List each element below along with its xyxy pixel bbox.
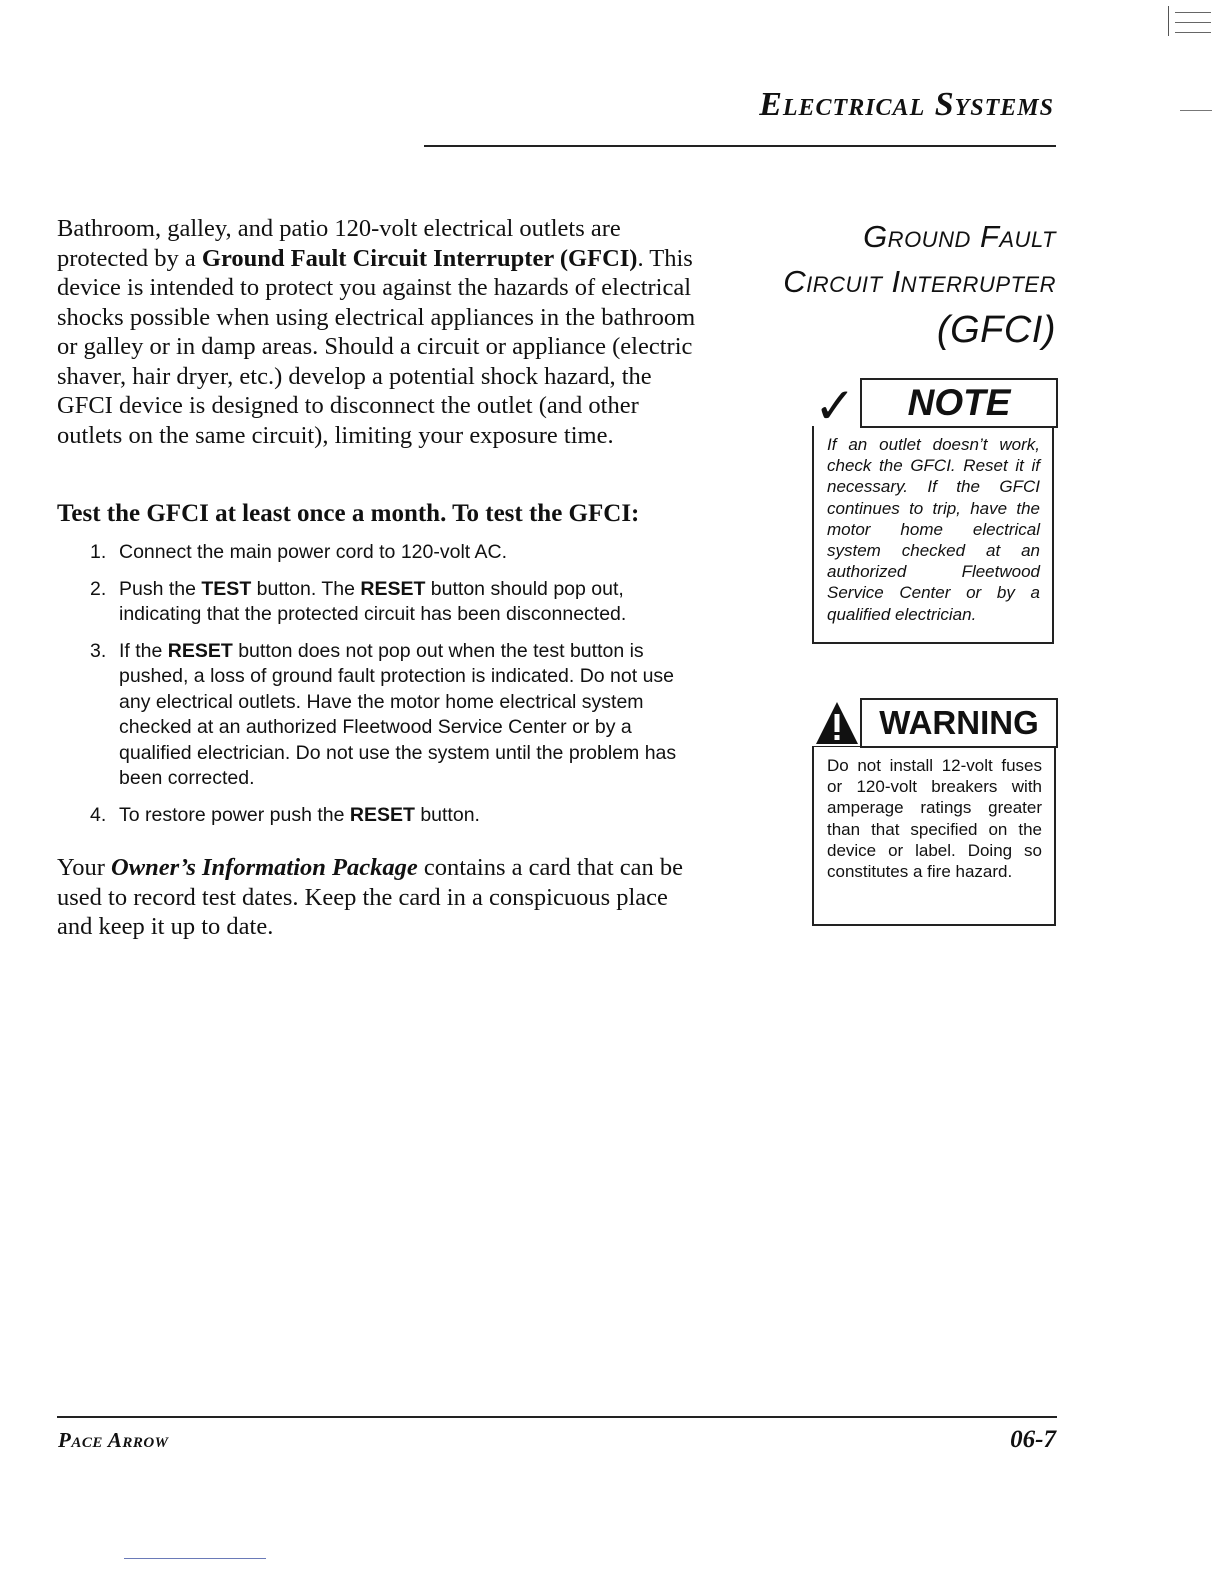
step-text: button. [414,803,480,826]
footer-product-name: Pace Arrow [58,1428,169,1452]
step-number: 2. [90,577,107,600]
page-number: 06-7 [1010,1426,1056,1453]
step-text: button does not pop out when the test button is pushed, a loss of ground fault protection is indicated. Do not use any electrical outlets. Have the motor home electrical system checked at an authorized Fleetwood Service Center or by a qualified electrician. Do not use the system until the problem has been corrected. [119,639,677,789]
section-title: Electrical Systems [759,86,1054,123]
header-rule [424,145,1056,147]
test-button-term: TEST [201,577,252,600]
step-text: To restore power push the [119,803,350,826]
intro-text-2: . This device is intended to protect you against the hazards of electrical shocks possible when using electrical appliances in the bathroom or galley or in damp areas. Should a circuit or appliance (electric shaver, hair dryer, etc.) develop a potential shock hazard, the GFCI device is designed to disconnect the outlet (and other outlets on the same circuit), limiting your exposure time. [57,244,696,449]
test-heading: Test the GFCI at least once a month. To test the GFCI: [57,500,640,527]
step-item [90,540,690,566]
reset-button-term: RESET [360,577,426,600]
outro-paragraph [57,853,697,942]
gfci-term: Ground Fault Circuit Interrupter (GFCI) [201,244,638,272]
outro-text-2: contains a card that can be used to record test dates. Keep the card in a conspicuous place and keep it up to date. [57,854,684,940]
step-number: 4. [90,803,107,826]
step-text: If the [119,639,168,662]
warning-label: WARNING [860,698,1058,748]
reset-button-term: RESET [167,639,233,662]
reset-button-term: RESET [349,803,415,826]
note-label: NOTE [860,378,1058,428]
scan-bottom-line [124,1558,266,1559]
test-steps-list [90,540,690,839]
intro-text-1: Bathroom, galley, and patio 120-volt electrical outlets are protected by a [57,215,621,272]
sidebar-heading-line-1: Ground Fault [863,219,1056,254]
sidebar-heading [783,214,1056,356]
scan-margin-mark [1168,6,1213,36]
step-text: Push the [119,577,202,600]
owners-package-term: Owner’s Information Package [111,854,418,881]
checkmark-icon: ✓ [814,377,856,435]
footer-rule [57,1416,1057,1418]
step-text: button should pop out, indicating that the protected circuit has been disconnected. [119,577,627,625]
step-text: Connect the main power cord to 120-volt AC. [119,541,508,563]
sidebar-heading-line-3: (GFCI) [936,309,1056,351]
note-box [812,378,1056,646]
step-item [90,577,690,628]
warning-text: Do not install 12-volt fuses or 120-volt breakers with amperage ratings greater than that specified on the device or label. Doing so constitutes a fire hazard. [812,746,1056,926]
step-text: button. The [251,577,361,600]
scan-margin-line [1180,110,1212,111]
step-number: 1. [90,541,107,563]
step-item [90,639,690,792]
outro-text-1: Your [57,854,112,881]
step-number: 3. [90,639,107,662]
warning-triangle-icon [814,698,860,746]
step-item [90,803,690,829]
warning-box [812,698,1056,926]
intro-paragraph [57,214,697,450]
sidebar-heading-line-2: Circuit Interrupter [783,264,1056,299]
note-text: If an outlet doesn’t work, check the GFCI. Reset it if necessary. If the GFCI continues to trip, have the motor home electrical system checked at an authorized Fleetwood Service Center or by a qualified electrician. [812,426,1054,644]
